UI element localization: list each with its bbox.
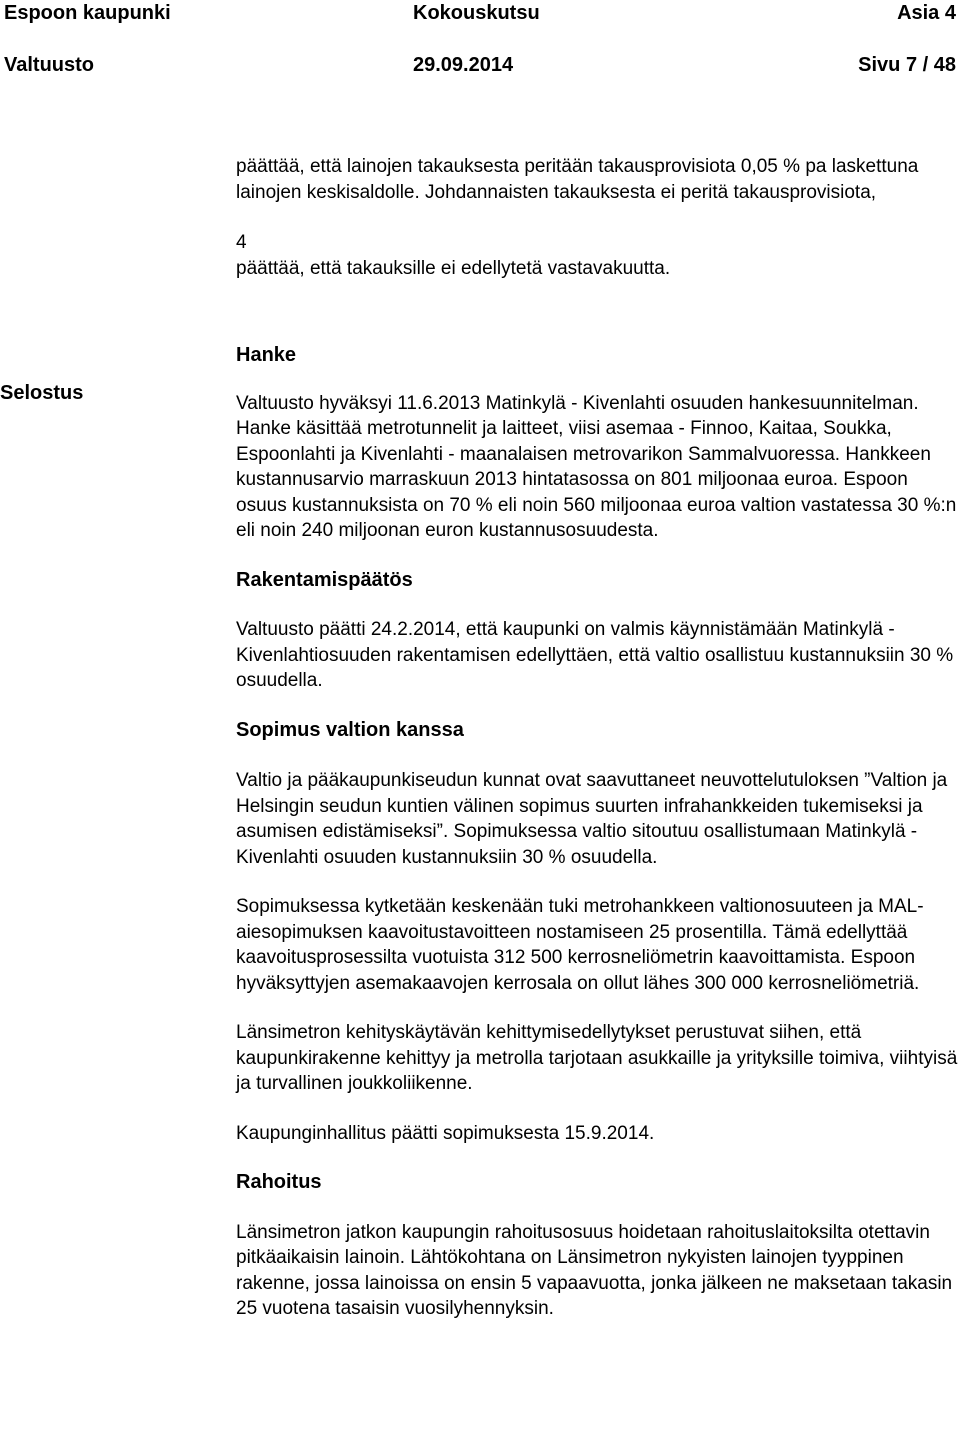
- side-label-selostus: Selostus: [0, 382, 84, 404]
- header-page: Sivu 7 / 48: [858, 54, 956, 76]
- paragraph-vastavakuus: päättää, että takauksille ei edellytetä vastavakuutta.: [236, 257, 671, 279]
- heading-rakentamispaatos: Rakentamispäätös: [236, 568, 413, 591]
- paragraph-sopimus-4: Kaupunginhallitus päätti sopimuksesta 15.9.2014.: [236, 1122, 655, 1144]
- header-item: Asia 4: [897, 2, 956, 24]
- header-doc-type: Kokouskutsu: [413, 2, 540, 24]
- header-date: 29.09.2014: [413, 54, 514, 76]
- paragraph-hanke: Valtuusto hyväksyi 11.6.2013 Matinkylä - Kivenlahti osuuden hankesuunnitelman. Hanke käsittää metrotunnelit ja laitteet, viisi asemaa - Finnoo, Kaitaa, Soukka, Espoonlahti ja Kivenlahti - maanalaisen metrovarikon Sammalvuoressa. Hankkeen kustannusarvio marraskuun 2013 hintatasossa on 801 miljoonaa euroa. Espoon osuus kustannuksista on 70 % eli noin 560 miljoonaa euroa valtion vastatessa 30 %:n eli noin 240 miljoonan euron kustannusosuudesta.: [236, 392, 957, 541]
- paragraph-rakentamispaatos: Valtuusto päätti 24.2.2014, että kaupunki on valmis käynnistämään Matinkylä - Kivenlahtiosuuden rakentamisen edellyttäen, että valtio osallistuu kustannuksiin 30 % osuudella.: [236, 619, 954, 691]
- document-body: [236, 154, 960, 1322]
- paragraph-sopimus-3: Länsimetron kehityskäytävän kehittymisedellytykset perustuvat siihen, että kaupunkirakenne kehittyy ja metrolla tarjotaan asukkaille ja yrityksille toimiva, viihtyisä ja turvallinen joukkoliikenne.: [236, 1022, 958, 1094]
- heading-hanke: Hanke: [236, 344, 297, 366]
- header-body: Valtuusto: [4, 54, 95, 76]
- header-org: Espoon kaupunki: [4, 2, 171, 24]
- paragraph-sopimus-1: Valtio ja pääkaupunkiseudun kunnat ovat saavuttaneet neuvottelutuloksen ”Valtion ja Helsingin seudun kuntien välinen sopimus suurten infrahankkeiden tukemiseksi ja asumisen edistämiseksi”. Sopimuksessa valtio sitoutuu osallistumaan Matinkylä - Kivenlahti osuuden kustannuksiin 30 % osuudella.: [236, 770, 948, 868]
- heading-sopimus: Sopimus valtion kanssa: [236, 718, 464, 741]
- paragraph-rahoitus: Länsimetron jatkon kaupungin rahoitusosuus hoidetaan rahoituslaitoksilta otettavin pitkäaikaisin lainoin. Lähtökohtana on Länsimetron nykyisten lainojen tyyppinen rakenne, jossa lainoissa on ensin 5 vapaavuotta, jonka jälkeen ne maksetaan takasin 25 vuotena tasaisin vuosilyhennyksin.: [236, 1221, 953, 1319]
- header-row-2: [0, 52, 960, 78]
- header-row-1: [0, 0, 960, 26]
- decision-number: 4: [236, 232, 247, 253]
- paragraph-takausprovisio: päättää, että lainojen takauksesta peritään takausprovisiota 0,05 % pa laskettuna lainojen keskisaldolle. Johdannaisten takauksesta ei peritä takausprovisiota,: [236, 156, 919, 203]
- paragraph-sopimus-2: Sopimuksessa kytketään keskenään tuki metrohankkeen valtionosuuteen ja MAL-aiesopimuksen kaavoitustavoitteen nostamiseen 25 prosentilla. Tämä edellyttää kaavoitusprosessilta vuotuista 312 500 kerrosneliömetrin kaavoittamista. Espoon hyväksyttyjen asemakaavojen kerrosala on ollut lähes 300 000 kerrosneliömetriä.: [236, 896, 924, 994]
- heading-rahoitus: Rahoitus: [236, 1171, 322, 1193]
